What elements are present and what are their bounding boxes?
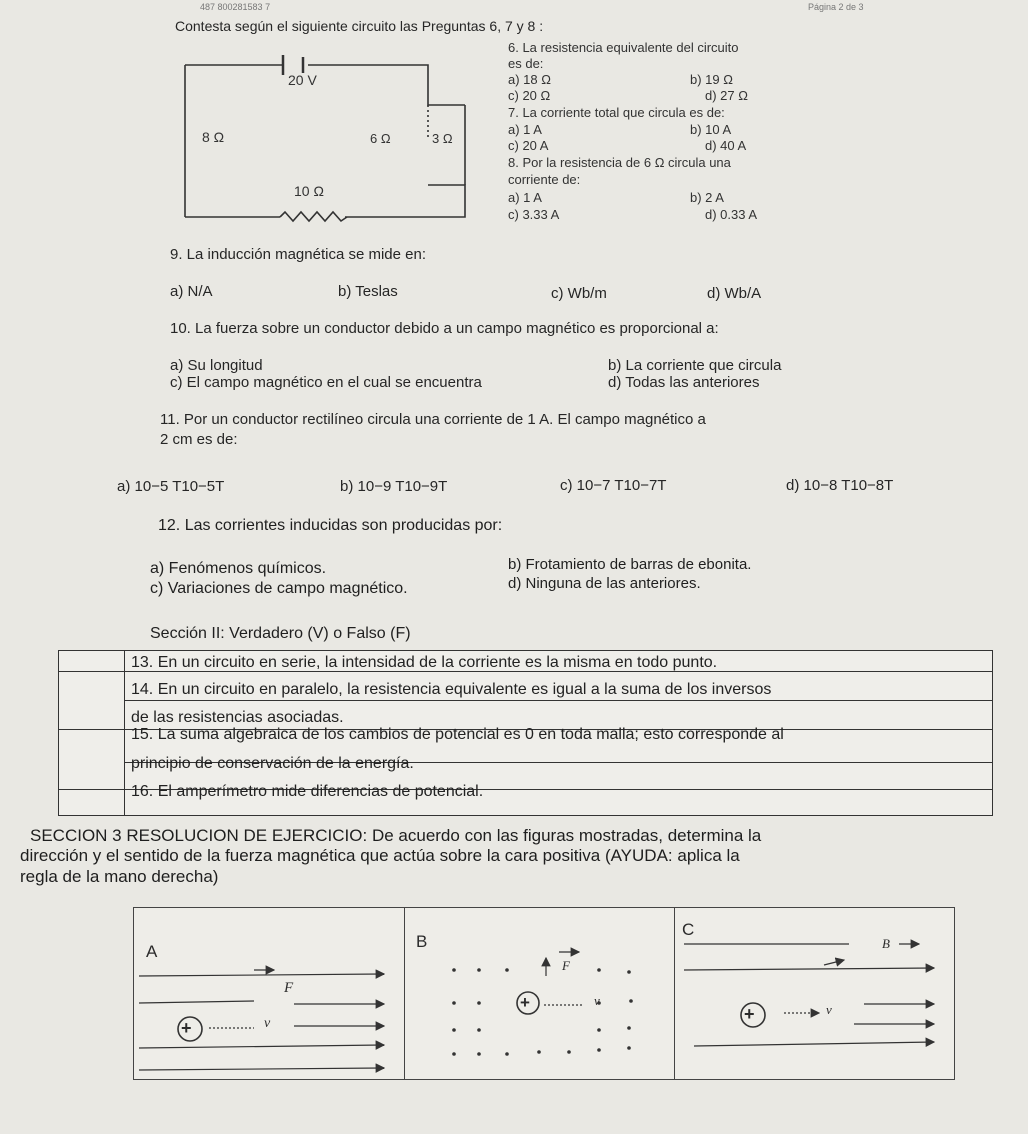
figure-c-label: C (682, 920, 695, 939)
section2-title: Sección II: Verdadero (V) o Falso (F) (150, 625, 411, 642)
figure-b-label: B (416, 932, 428, 951)
exercise-figures (133, 907, 955, 1080)
statement-15-line2: principio de conservación de la energía. (131, 755, 414, 772)
section3-line2: dirección y el sentido de la fuerza magnética que actúa sobre la cara positiva (AYUDA: aplica la (20, 846, 740, 865)
q10-option-c: c) El campo magnético en el cual se encuentra (170, 374, 482, 391)
section3-line1: SECCION 3 RESOLUCION DE EJERCICIO: De acuerdo con las figuras mostradas, determina la (30, 826, 762, 845)
page-number: Página 2 de 3 (808, 2, 864, 12)
q10-stem: 10. La fuerza sobre un conductor debido a un campo magnético es proporcional a: (170, 320, 719, 337)
statement-16: 16. El amperímetro mide diferencias de potencial. (131, 783, 484, 800)
q11-option-b: b) 10−9 T10−9T (340, 478, 448, 495)
q11-line2: 2 cm es de: (160, 431, 238, 448)
force-symbol-a: F (284, 980, 294, 996)
q6-option-d: d) 27 Ω (705, 88, 748, 103)
figure-a-label: A (146, 942, 158, 961)
resistor-3-label: 3 Ω (432, 131, 453, 146)
q9-option-b: b) Teslas (338, 283, 398, 300)
q6-option-b: b) 19 Ω (690, 72, 733, 87)
true-false-table (58, 650, 993, 816)
q11-option-a: a) 10−5 T10−5T (117, 478, 225, 495)
q9-stem: 9. La inducción magnética se mide en: (170, 246, 426, 263)
q11-line1: 11. Por un conductor rectilíneo circula una corriente de 1 A. El campo magnético a (160, 411, 706, 428)
charge-a: + (181, 1018, 192, 1038)
q11-option-d: d) 10−8 T10−8T (786, 477, 894, 494)
charge-c: + (744, 1004, 755, 1024)
statement-14-line1: 14. En un circuito en paralelo, la resistencia equivalente es igual a la suma de los inversos (131, 681, 772, 698)
statement-14-line2: de las resistencias asociadas. (131, 709, 344, 726)
section3-line3: regla de la mano derecha) (20, 867, 219, 886)
q12-option-a: a) Fenómenos químicos. (150, 560, 327, 577)
q8-option-b: b) 2 A (690, 190, 724, 205)
velocity-symbol-b: v (594, 993, 600, 1008)
resistor-6-label: 6 Ω (370, 131, 391, 146)
charge-b: + (520, 993, 530, 1012)
q6-line1: 6. La resistencia equivalente del circuito (508, 40, 739, 55)
q8-line1: 8. Por la resistencia de 6 Ω circula una (508, 155, 731, 170)
q6-option-a: a) 18 Ω (508, 72, 551, 87)
q10-option-b: b) La corriente que circula (608, 357, 782, 374)
statement-13: 13. En un circuito en serie, la intensidad de la corriente es la misma en todo punto. (131, 654, 718, 671)
q9-option-c: c) Wb/m (551, 285, 607, 302)
q6-option-c: c) 20 Ω (508, 88, 551, 103)
q12-option-d: d) Ninguna de las anteriores. (508, 575, 701, 592)
answer-column-divider (124, 651, 125, 815)
q6-line2: es de: (508, 56, 544, 71)
q8-option-d: d) 0.33 A (705, 207, 758, 222)
q8-line2: corriente de: (508, 172, 581, 187)
resistor-10-label: 10 Ω (294, 183, 324, 199)
resistor-8-label: 8 Ω (202, 129, 225, 145)
q7-line1: 7. La corriente total que circula es de: (508, 105, 725, 120)
q8-option-c: c) 3.33 A (508, 207, 560, 222)
header-code: 487 800281583 7 (200, 2, 271, 12)
velocity-symbol-c: v (826, 1002, 832, 1017)
q7-option-d: d) 40 A (705, 138, 747, 153)
q12-option-c: c) Variaciones de campo magnético. (150, 580, 408, 597)
figures-drawing (134, 908, 954, 1080)
statement-15-line1: 15. La suma algebraica de los cambios de potencial es 0 en toda malla; esto corresponde al (131, 726, 784, 743)
intro-text: Contesta según el siguiente circuito las Preguntas 6, 7 y 8 : (175, 18, 544, 34)
q9-option-a: a) N/A (170, 283, 213, 300)
force-symbol-b: F (562, 958, 570, 973)
q9-option-d: d) Wb/A (707, 285, 762, 302)
q10-option-d: d) Todas las anteriores (608, 374, 760, 391)
velocity-symbol-a: v (264, 1016, 271, 1031)
field-symbol-c: B (882, 936, 890, 951)
q7-option-a: a) 1 A (508, 122, 542, 137)
q10-option-a: a) Su longitud (170, 357, 263, 374)
q12-option-b: b) Frotamiento de barras de ebonita. (508, 556, 752, 573)
q11-option-c: c) 10−7 T10−7T (560, 477, 667, 494)
q8-option-a: a) 1 A (508, 190, 542, 205)
q7-option-b: b) 10 A (690, 122, 732, 137)
voltage-label: 20 V (288, 72, 317, 88)
q7-option-c: c) 20 A (508, 138, 549, 153)
q12-stem: 12. Las corrientes inducidas son producidas por: (158, 517, 503, 534)
